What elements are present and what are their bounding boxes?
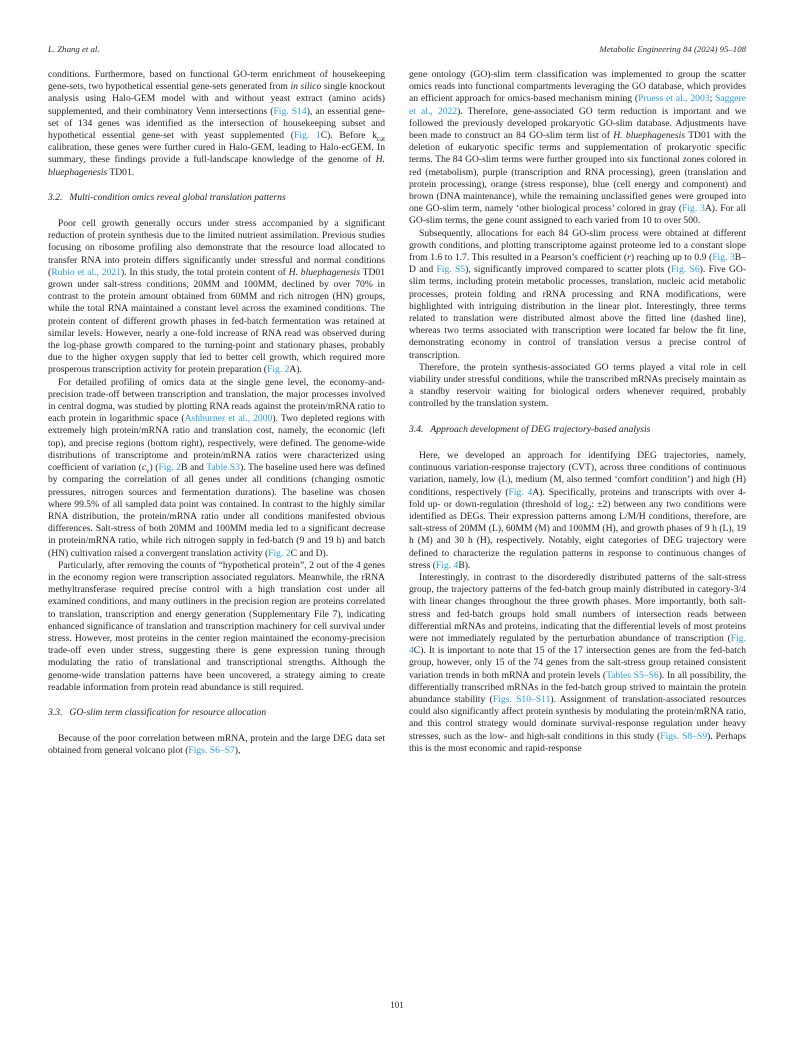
- text-run: ). Five GO-slim terms, including protein metabolic processes, translation, nucleic acid metabolic processes, protein folding and rRNA processing and RNA modifications, were highlighted with intriguing distribution in the linear plot. Interestingly, three terms related to translation were distributed almost above the fitted line (dashed line), whereas two terms associated with transcription were located far below the fit line, demonstrating economy in control of translation versus a precise control of transcription.: [409, 264, 747, 361]
- page-content: [48, 69, 746, 758]
- subscript-text: v: [146, 468, 150, 475]
- cross-reference-link[interactable]: Fig. S5: [436, 264, 466, 276]
- text-run: A).: [289, 364, 302, 376]
- text-run: B–D and: [409, 252, 746, 276]
- cross-reference-link[interactable]: Tables S5–S6: [606, 669, 659, 681]
- section-title: Multi-condition omics reveal global translation patterns: [69, 191, 286, 203]
- text-run: B and: [181, 462, 207, 474]
- text-run: ). Two depleted regions with extremely high protein/mRNA ratio and translation cost, namely, the economic (left top), and precise regions (bottom right), respectively, were defined. The genome-wide distributions of transcriptome and protein/mRNA ratios were characterized using coefficient of variation (: [48, 413, 385, 474]
- cross-reference-link[interactable]: Fig. S6: [670, 264, 700, 276]
- text-run: ). The baseline used here was defined by comparing the correlation of all genes under all conditions (changing osmotic pressures, nitrogen sources and fermentation durations). The baseline was chosen where 99.5% of all sampled data point was contained. In contrast to the highly similar RNA distribution, the protein/mRNA ratio under all conditions manifested obvious differences. Salt-stress of both 20MM and 100MM media led to a significant decrease in protein/mRNA ratio, while rich nitrogen supply in fed-batch (9 and 19 h) and batch (HN) cultivation raised a convergent translation activity (: [48, 462, 385, 559]
- text-run: Subsequently, allocations for each 84 GO-slim process were obtained at different growth conditions, and plotting transcriptome against proteome led to a constant slope from 1.6 to 1.7. This resulted in a Pearson’s coefficient (: [409, 227, 746, 264]
- cross-reference-link[interactable]: Table S3: [206, 462, 241, 474]
- paragraph: [409, 362, 746, 411]
- cross-reference-link[interactable]: Ashburner et al., 2000: [184, 413, 273, 425]
- text-run: A). Specifically, proteins and transcripts with over 4-fold up- or down-regulation (threshold of log: [409, 486, 746, 510]
- italic-text: r: [627, 252, 631, 264]
- cross-reference-link[interactable]: Figs. S10–S11: [492, 693, 551, 705]
- italic-text: H. bluephagenesis: [613, 130, 686, 142]
- paragraph: [409, 69, 746, 228]
- text-run: TD01.: [107, 166, 135, 178]
- text-run: Interestingly, in contrast to the disorderedly distributed patterns of the salt-stress group, the trajectory patterns of the fed-batch group mainly distributed in category-3/4 with linear changes throughout the three growth phases. More importantly, both salt-stress and fed-batch groups hold small numbers of intersection reads between differential mRNAs and proteins, indicating that the differential levels of most proteins were not immediately regulated by the perturbation abundance of transcription (: [409, 571, 746, 644]
- cross-reference-link[interactable]: Fig. 2: [267, 364, 290, 376]
- text-run: ). In all possibility, the differentially transcribed mRNAs in the fed-batch group strived to maintain the protein abundance stability (: [409, 669, 746, 705]
- section-number: 3.4.: [409, 423, 424, 435]
- text-run: For detailed profiling of omics data at the single gene level, the economy-and-precision trade-off between transcription and translation, the major processes involved in central dogma, was studied by plotting RNA reads against the protein/mRNA ratio to each protein in logarithmic space (: [48, 376, 385, 425]
- section-number: 3.2.: [48, 191, 63, 203]
- section-heading: [409, 424, 746, 436]
- text-run: C). It is important to note that 15 of the 17 intersection genes are from the fed-batch group, however, only 15 of the 74 genes from the salt-stress group retained consistent variation trends in both mRNA and protein levels (: [409, 645, 746, 681]
- text-run: Therefore, the protein synthesis-associated GO terms played a vital role in cell viability under stressful conditions, while the transcribed mRNAs precisely maintain as a standby reservoir waiting for biological orders whenever required, probably controlled by the translation system.: [409, 361, 746, 410]
- paragraph: [48, 560, 385, 694]
- page-footer: [0, 1000, 794, 1010]
- text-run: ). Therefore, gene-associated GO term reduction is important and we followed the previously developed prokaryotic GO-slim database. Adjustments have been made to construct an 84 GO-slim term list of: [409, 105, 746, 142]
- text-run: B).: [458, 559, 471, 571]
- paragraph: [48, 377, 385, 560]
- italic-text: c: [141, 462, 147, 474]
- text-run: C). Before k: [320, 130, 378, 142]
- running-head: [48, 44, 746, 54]
- cross-reference-link[interactable]: Fig. 2: [158, 462, 181, 474]
- text-run: ) (: [149, 462, 159, 474]
- italic-text: H. bluephagenesis: [288, 266, 360, 278]
- text-run: single knockout analysis using Halo-GEM model with and without yeast extract (amino acids) supplemented, and their combinatory Venn intersections (: [48, 81, 385, 117]
- cross-reference-link[interactable]: Fig. 4: [435, 559, 459, 571]
- italic-text: H. bluephagenesis: [48, 154, 385, 178]
- text-run: C and D).: [290, 547, 329, 559]
- cross-reference-link[interactable]: Fig. 2: [268, 547, 291, 559]
- text-run: Particularly, after removing the counts of “hypothetical protein”, 2 out of the 4 genes in the economy region were transcription associated regulators. Meanwhile, the rRNA methyltransferase required precise control with a high translation cost under all examined conditions, and many outliners in the precision region are proteins correlated to translation, transcription and energy generation (Supplementary File 7), indicating enhanced significance of translation and transcription machinery for cell survival under stress. However, most proteins in the center region maintained the economy-precision trade-off even under stress, suggesting there is gene expression tuning through modulating the ratio of translational and transcriptional strengths. Although the genome-wide translation patterns have been uncovered, a strategy aiming to create readable information from protein read abundance is still required.: [48, 559, 385, 693]
- paragraph: [409, 572, 746, 755]
- cross-reference-link[interactable]: Fig. 1: [293, 130, 321, 142]
- cross-reference-link[interactable]: Pruess et al., 2003: [638, 93, 710, 105]
- paragraph: [48, 733, 385, 757]
- text-run: : ±2) between any two conditions were identified as DEGs. Their expression patterns among L/M/H conditions, therefore, are salt-stress of 20MM (L), 60MM (M) and 100MM (H), and growth phases of 9 h (L), 19 h (M) and 30 h (H), respectively. Notably, eight categories of DEG trajectory were defined to characterize the regulation patterns in response to continuous changes of stress (: [409, 498, 746, 571]
- text-run: ), an essential gene-set of 134 genes was identified as the intersection of housekeeping subset and hypothetical essential gene-set with yeast supplemented (: [48, 105, 385, 142]
- cross-reference-link[interactable]: Rubio et al., 2021: [51, 266, 121, 278]
- text-run: ;: [709, 93, 716, 105]
- section-number: 3.3.: [48, 706, 63, 718]
- cross-reference-link[interactable]: Figs. S8–S9: [660, 730, 708, 742]
- text-run: ). In this study, the total protein content of: [120, 266, 289, 278]
- text-run: TD01 grown under salt-stress conditions, 20MM and 100MM, declined by over 70% in contrast to the protein amount obtained from 60MM and rich nitrogen (HN) groups, while the total RNA maintained a constant level across the examined conditions. The protein content of different growth phases in fed-batch fermentation was retained at similar levels. However, nearly a one-fold increase of RNA read was observed during the log-phase growth compared to the turning-point and stationary phases, probably due to the higher oxygen supply that led to better cell growth, which required more prosperous transcription activity for protein preparation (: [48, 266, 385, 376]
- section-title: Approach development of DEG trajectory-based analysis: [430, 423, 651, 435]
- page-number: 101: [390, 1000, 404, 1010]
- text-run: ). Assignment of translation-associated resources could also significantly affect protein synthesis by modulating the protein/mRNA ratio, and this control strategy would dominate survival-response regulation under heavy stresses, such as the low- and high-salt conditions in this study (: [409, 693, 746, 742]
- cross-reference-link[interactable]: Figs. S6–S7: [188, 745, 235, 757]
- paragraph: [48, 69, 385, 179]
- subscript-text: cat: [377, 135, 385, 143]
- right-column: [409, 69, 746, 758]
- cross-reference-link[interactable]: Fig. 3: [682, 203, 705, 215]
- text-run: calibration, these genes were further cured in Halo-GEM, leading to Halo-ecGEM. In summary, these findings provide a full-landscape knowledge of the genome of: [48, 142, 385, 166]
- paragraph: [409, 228, 746, 362]
- text-run: ) reaching up to 0.9 (: [630, 252, 713, 264]
- cross-reference-link[interactable]: Fig. 4: [409, 632, 746, 657]
- section-heading: [48, 707, 385, 719]
- running-head-journal: Metabolic Engineering 84 (2024) 95–108: [599, 44, 746, 54]
- text-run: ), significantly improved compared to scatter plots (: [465, 264, 671, 276]
- cross-reference-link[interactable]: Saggere et al., 2022: [409, 93, 746, 117]
- text-run: Here, we developed an approach for identifying DEG trajectories, namely, continuous variation-response trajectory (CVT), across three conditions of continuous variation, namely, low (L), medium (M, also termed ‘comfort condition’) and high (H) conditions, respectively (: [409, 449, 746, 498]
- left-column: [48, 69, 385, 758]
- text-run: gene ontology (GO)-slim term classification was implemented to group the scatter omics reads into functional compartments leveraging the GO database, which provides an efficient approach for omics-based mechanism mining (: [409, 69, 746, 105]
- text-run: conditions. Furthermore, based on functional GO-term enrichment of housekeeping gene-sets, two hypothetical essential gene-sets generated from: [48, 69, 385, 93]
- text-run: A). For all GO-slim terms, the gene count assigned to each varied from 10 to over 500.: [409, 203, 746, 227]
- text-run: Poor cell growth generally occurs under stress accompanied by a significant reduction of protein synthesis due to the limited nutrient assimilation. Previous studies focusing on ribosome profiling also demonstrate that the resource load allocated to transfer RNA into protein differs significantly under stressful and normal conditions (: [48, 218, 385, 278]
- text-run: Because of the poor correlation between mRNA, protein and the large DEG data set obtained from general volcano plot (: [48, 733, 385, 757]
- text-run: TD01 with the deletion of eukaryotic specific terms and supplementation of prokaryotic specific terms. The 84 GO-slim terms were further grouped into six functional zones colored in red (metabolism), purple (transcription and RNA processing), green (translation and protein processing), orange (stress response), blue (cell energy and component) and brown (DNA maintenance), while the remaining unclassified genes were grouped into one GO-slim term, namely ‘other biological process’ colored in gray (: [409, 130, 746, 215]
- subscript-text: 2: [587, 504, 592, 512]
- section-heading: [48, 192, 385, 204]
- section-title: GO-slim term classification for resource allocation: [69, 706, 267, 718]
- paragraph: [48, 218, 385, 377]
- paragraph: [409, 450, 746, 572]
- text-run: ). Perhaps this is the most economic and rapid-response: [409, 730, 747, 754]
- cross-reference-link[interactable]: Fig. S14: [273, 105, 307, 117]
- running-head-author: L. Zhang et al.: [48, 44, 100, 54]
- cross-reference-link[interactable]: Fig. 4: [508, 486, 533, 498]
- italic-text: in silico: [290, 81, 322, 93]
- cross-reference-link[interactable]: Fig. 3: [712, 252, 735, 264]
- text-run: ),: [234, 745, 241, 757]
